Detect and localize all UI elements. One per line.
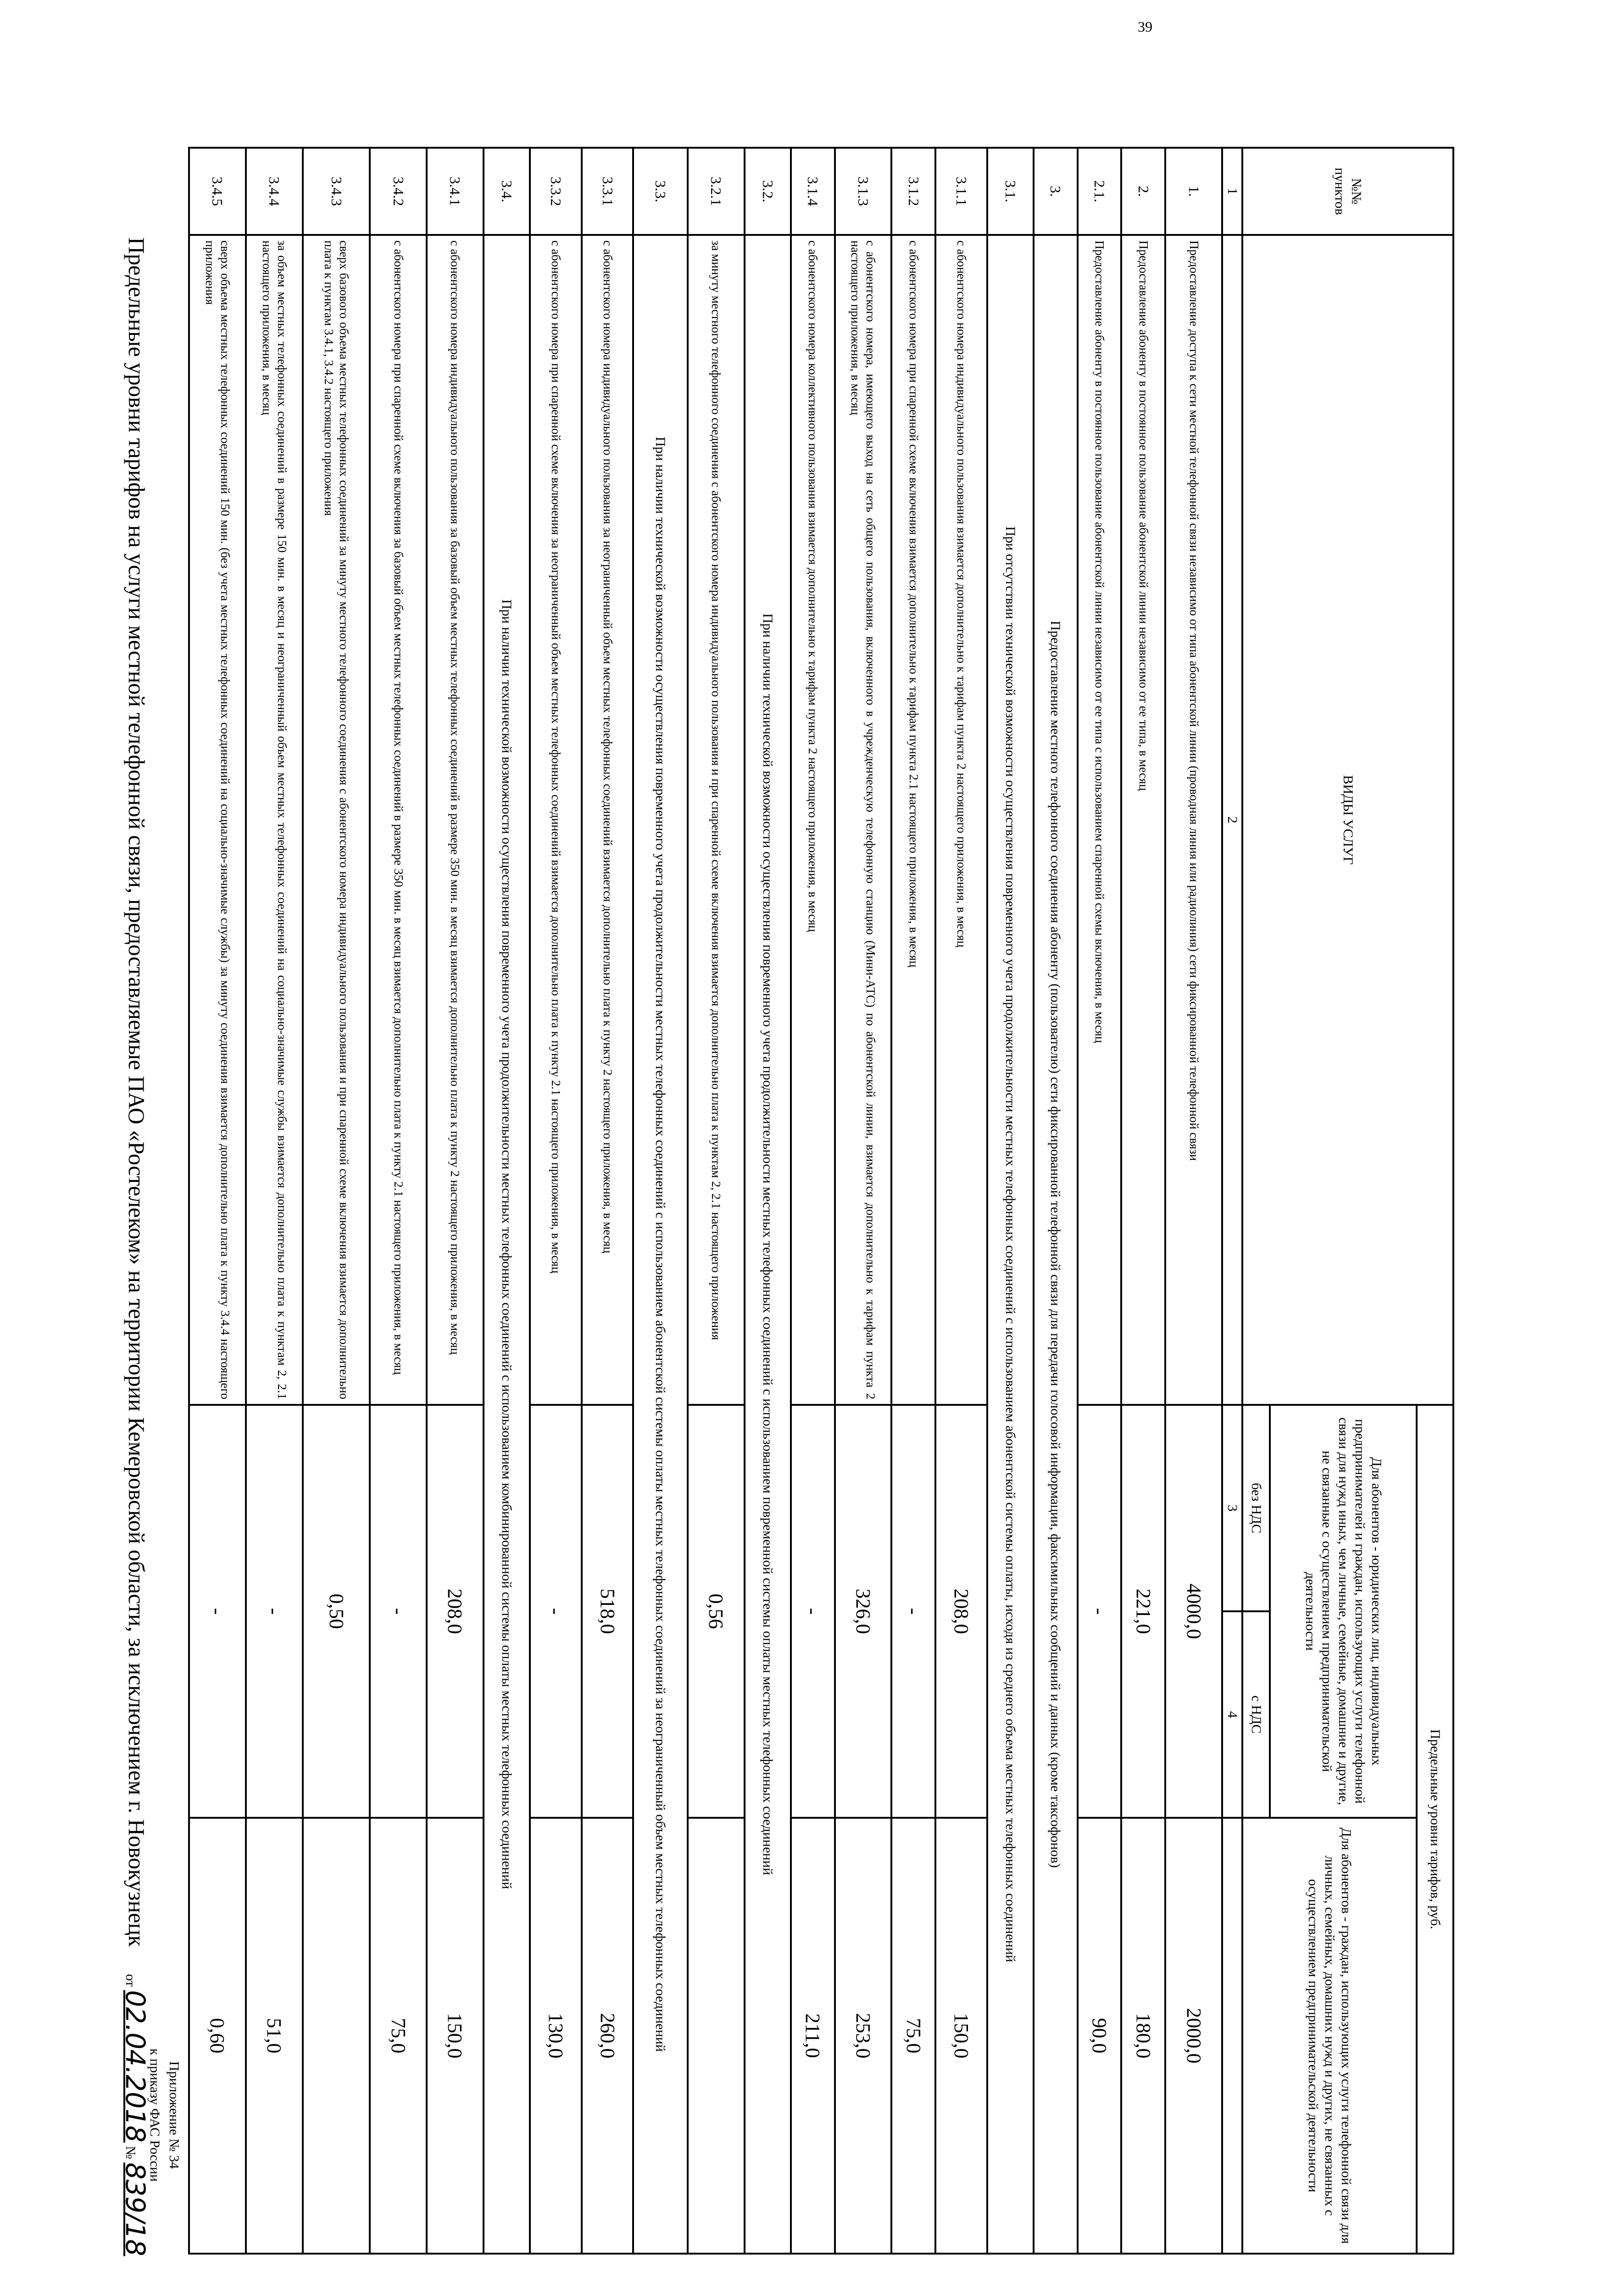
tariff-value-citizens: 75,0 — [891, 1818, 935, 2254]
row-number: 1. — [1165, 148, 1222, 235]
service-description: с абонентского номера при спаренной схеме включения взимается дополнительно к тарифам пункта 2.1 настоящего приложения, в месяц — [891, 235, 935, 1405]
tariff-value-legal: 208,0 — [935, 1405, 987, 1818]
tariff-value-citizens: 75,0 — [370, 1818, 427, 2254]
tariff-value-citizens — [303, 1818, 370, 2254]
tariff-value-citizens: 211,0 — [791, 1818, 835, 2254]
header-index-4: 4 — [1222, 1611, 1242, 1818]
table-row — [530, 148, 582, 2254]
annex-number: 839/18 — [120, 2162, 151, 2256]
service-description: Предоставление абоненту в постоянное пользование абонентской линии независимо от ее типа, в месяц — [1121, 235, 1165, 1405]
tariff-value-legal: - — [1078, 1405, 1122, 1818]
annex-line1: Приложение № 34 — [167, 2061, 182, 2169]
table-row — [484, 148, 530, 2254]
service-description: с абонентского номера индивидуального пользования за базовый объем местных телефонных соединений в размере 350 мин. в месяц взимается дополнительно плата к пункту 2 настоящего приложения, в месяц — [427, 235, 484, 1405]
header-index-1: 1 — [1222, 148, 1242, 235]
table-row — [791, 148, 835, 2254]
service-description: с абонентского номера, имеющего выход на сеть общего пользования, включенного в учрежденческую телефонную станцию (Мини-АТС) по абонентской линии, взимается дополнительно к тарифам пункта 2 настоящего приложения, в месяц — [835, 235, 892, 1405]
row-number: 3.1. — [987, 148, 1034, 235]
tariff-value-legal: - — [370, 1405, 427, 1818]
tariff-value-citizens: 150,0 — [935, 1818, 987, 2254]
header-citizens: Для абонентов - граждан, использующих услуги телефонной связи для личных, семейных, домашних нужд и других, не связанных с осуществлением предпринимательской деятельности — [1242, 1818, 1417, 2254]
header-limits: Предельные уровни тарифов, руб. — [1417, 1405, 1453, 2254]
row-number: 3.4.1 — [427, 148, 484, 235]
row-number: 3.4.4 — [246, 148, 303, 235]
tariff-value-merged: 0,56 — [688, 1405, 745, 1818]
section-heading: При наличии технической возможности осуществления повременного учета продолжительности местных телефонных соединений с использованием абонентской системы оплаты местных телефонных соединений за неограниченный объем местных телефонных соединений — [633, 235, 687, 2254]
service-description: сверх базового объема местных телефонных соединений за минуту местного телефонного соединения с абонентского номера индивидуального пользования и при спаренной схеме включения взимается дополнительно плата к пунктам 3.4.1, 3.4.2 настоящего приложения — [303, 235, 370, 1405]
table-row — [582, 148, 634, 2254]
table-row — [935, 148, 987, 2254]
tariff-value-citizens: 180,0 — [1121, 1818, 1165, 2254]
service-description: Предоставление доступа к сети местной телефонной связи независимо от типа абонентской линии (проводная линия или радиолиния) сети фиксированной телефонной связи — [1165, 235, 1222, 1405]
row-number: 3.4. — [484, 148, 530, 235]
service-description: с абонентского номера при спаренной схеме включения за неограниченный объем местных телефонных соединений взимается дополнительно плата к пункту 2.1 настоящего приложения, в месяц — [530, 235, 582, 1405]
tariff-value-legal: 326,0 — [835, 1405, 892, 1818]
header-with-vat: с НДС — [1242, 1611, 1270, 1818]
row-number: 3.1.1 — [935, 148, 987, 235]
table-row — [987, 148, 1034, 2254]
service-description: с абонентского номера коллективного пользования взимается дополнительно к тарифам пункта 2 настоящего приложения, в месяц — [791, 235, 835, 1405]
header-legal: Для абонентов - юридических лиц, индивидуальных предпринимателей и граждан, использующих услуги телефонной связи для нужд иных, чем личные, семейные, домашние и другие, не связанные с осуществлением предпринимательской деятельности — [1270, 1405, 1417, 1818]
tariff-value-citizens: 2000,0 — [1165, 1818, 1222, 2254]
tariff-value-citizens: 130,0 — [530, 1818, 582, 2254]
tariff-value-citizens: 150,0 — [427, 1818, 484, 2254]
document-title: Предельные уровни тарифов на услуги местной телефонной связи, предоставляемые ПАО «Ростелеком» на территории Кемеровской области, за исключением г. Новокузнецк — [124, 237, 150, 1947]
row-number: 3. — [1034, 148, 1078, 235]
table-row — [835, 148, 892, 2254]
tariff-value-legal: 4000,0 — [1165, 1405, 1222, 1818]
row-number: 3.1.3 — [835, 148, 892, 235]
table-row — [1121, 148, 1165, 2254]
row-number: 3.1.2 — [891, 148, 935, 235]
tariff-value-legal: 221,0 — [1121, 1405, 1165, 1818]
table-row — [427, 148, 484, 2254]
tariff-value-citizens: 253,0 — [835, 1818, 892, 2254]
tariff-value-legal: 208,0 — [427, 1405, 484, 1818]
table-row — [745, 148, 791, 2254]
header-num: №№ пунктов — [1242, 148, 1453, 235]
annex-date: 02.04.2018 — [120, 1990, 151, 2143]
tariff-value-legal: - — [530, 1405, 582, 1818]
tariff-value-citizens: 0,60 — [189, 1818, 246, 2254]
tariff-value-citizens — [688, 1818, 745, 2254]
service-description: с абонентского номера индивидуального пользования за неограниченный объем местных телефонных соединений взимается дополнительно плата к пункту 2 настоящего приложения, в месяц — [582, 235, 634, 1405]
row-number: 3.2. — [745, 148, 791, 235]
row-number: 2. — [1121, 148, 1165, 235]
table-row — [246, 148, 303, 2254]
row-number: 3.1.4 — [791, 148, 835, 235]
header-index-3: 3 — [1222, 1405, 1242, 1611]
annex-prefix: от — [123, 1974, 138, 1987]
service-description: сверх объема местных телефонных соединений 150 мин. (без учета местных телефонных соединений на социально-значимые службы) за минуту соединения взимается дополнительно плата к пункту 3.4.4 настоящего приложения — [189, 235, 246, 1405]
table-row — [1078, 148, 1122, 2254]
tariff-value-merged: 0,50 — [303, 1405, 370, 1818]
tariff-table — [188, 147, 1454, 2255]
header-services: ВИДЫ УСЛУГ — [1242, 235, 1453, 1405]
tariff-value-legal: - — [246, 1405, 303, 1818]
tariff-value-legal: - — [189, 1405, 246, 1818]
table-row — [688, 148, 745, 2254]
service-description: за минуту местного телефонного соединения с абонентского номера индивидуального пользования и при спаренной схеме включения взимается дополнительно плата к пунктам 2, 2.1 настоящего приложения — [688, 235, 745, 1405]
row-number: 3.2.1 — [688, 148, 745, 235]
annex-line2: к приказу ФАС России — [147, 2048, 162, 2182]
table-row — [1165, 148, 1222, 2254]
section-heading: При наличии технической возможности осуществления повременного учета продолжительности местных телефонных соединений с использованием повременной системы оплаты местных телефонных соединений — [745, 235, 791, 2254]
row-number: 3.4.5 — [189, 148, 246, 235]
header-no-vat: без НДС — [1242, 1405, 1270, 1611]
tariff-value-citizens: 260,0 — [582, 1818, 634, 2254]
row-number: 3.3. — [633, 148, 687, 235]
section-heading: Предоставление местного телефонного соединения абоненту (пользователю) сети фиксированной телефонной связи для передачи голосовой информации, факсимильных сообщений и данных (кроме таксофонов) — [1034, 235, 1078, 2254]
table-row — [1034, 148, 1078, 2254]
table-row — [370, 148, 427, 2254]
table-row — [891, 148, 935, 2254]
tariff-value-legal: 518,0 — [582, 1405, 634, 1818]
row-number: 3.3.1 — [582, 148, 634, 235]
service-description: с абонентского номера индивидуального пользования взимается дополнительно к тарифам пункта 2 настоящего приложения, в месяц — [935, 235, 987, 1405]
header-index-2: 2 — [1222, 235, 1242, 1405]
service-description: Предоставление абоненту в постоянное пользование абонентской линии независимо от ее типа с использованием спаренной схемы включения, в месяц — [1078, 235, 1122, 1405]
table-row — [189, 148, 246, 2254]
service-description: за объем местных телефонных соединений в размере 150 мин. в месяц и неограниченный объем местных телефонных соединений на социально-значимые службы взимается дополнительно плата к пунктам 2, 2.1 настоящего приложения, в месяц — [246, 235, 303, 1405]
service-description: с абонентского номера при спаренной схеме включения за базовый объем местных телефонных соединений в размере 350 мин. в месяц взимается дополнительно плата к пункту 2.1 настоящего приложения, в месяц — [370, 235, 427, 1405]
table-row — [633, 148, 687, 2254]
row-number: 3.3.2 — [530, 148, 582, 235]
row-number: 2.1. — [1078, 148, 1122, 235]
table-row — [303, 148, 370, 2254]
page-number: 39 — [1138, 18, 1152, 35]
row-number: 3.4.3 — [303, 148, 370, 235]
tariff-value-citizens: 90,0 — [1078, 1818, 1122, 2254]
table-body — [189, 148, 1222, 2254]
tariff-value-citizens: 51,0 — [246, 1818, 303, 2254]
section-heading: При отсутствии технической возможности осуществления повременного учета продолжительности местных телефонных соединений с использованием абонентской системы оплаты, исходя из среднего объема местных телефонных соединений — [987, 235, 1034, 2254]
tariff-value-legal: - — [891, 1405, 935, 1818]
header-index-blank — [1222, 1818, 1242, 2254]
row-number: 3.4.2 — [370, 148, 427, 235]
annex-no-label: № — [123, 2146, 138, 2159]
section-heading: При наличии технической возможности осуществления повременного учета продолжительности местных телефонных соединений с использованием комбинированной системы оплаты местных телефонных соединений — [484, 235, 530, 2254]
tariff-value-legal: - — [791, 1405, 835, 1818]
